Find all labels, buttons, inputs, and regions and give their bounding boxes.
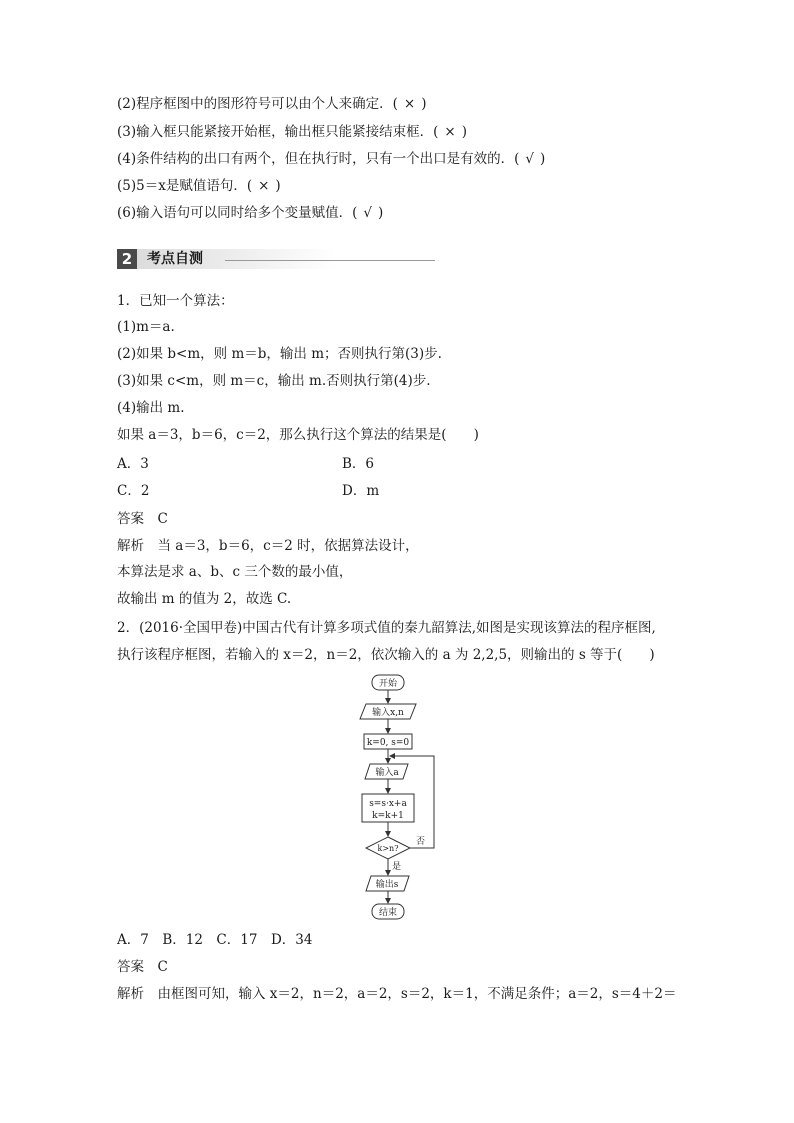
fc-output-label: 输出s: [375, 880, 399, 890]
q1-option-d: D．m: [342, 483, 380, 499]
judgment-text: (3)输入框只能紧接开始框，输出框只能紧接结束框．(: [117, 124, 439, 140]
judgment-text: (4)条件结构的出口有两个，但在执行时，只有一个出口是有效的．(: [117, 151, 520, 167]
fc-no-label: 否: [416, 837, 426, 847]
judgment-item-5: [117, 177, 281, 195]
fc-end-label: 结束: [378, 908, 398, 918]
section-title: 考点自测: [147, 251, 203, 267]
q2-stem-1: 2．(2016·全国甲卷)中国古代有计算多项式值的秦九韶算法,如图是实现该算法的程序框图,: [117, 620, 656, 636]
q2-stem-2: 执行该程序框图，若输入的 x＝2，n＝2，依次输入的 a 为 2,2,5，则输出的 s 等于( ): [117, 647, 655, 663]
q2-options: A．7 B．12 C．17 D．34: [117, 932, 313, 948]
q1-option-c: C．2: [117, 483, 150, 499]
q1-step-3: (3)如果 c<m，则 m＝c，输出 m.否则执行第(4)步.: [117, 373, 431, 389]
fc-input-xn-label: 输入x,n: [372, 708, 404, 718]
judgment-text: (5)5＝x是赋值语句．(: [117, 178, 253, 194]
q1-step-4: (4)输出 m.: [117, 400, 185, 416]
fc-yes-label: 是: [392, 862, 402, 872]
judgment-text: (2)程序框图中的图形符号可以由个人来确定．(: [117, 96, 398, 112]
section-rule: [225, 260, 435, 261]
judgment-item-3: [117, 123, 467, 141]
q2-analysis: 解析 由框图可知，输入 x＝2，n＝2，a＝2，s＝2，k＝1，不满足条件；a＝2，s＝4＋2＝: [117, 986, 677, 1002]
paren-close: ): [461, 124, 467, 140]
check-mark-icon: √: [525, 151, 534, 167]
cross-mark-icon: ×: [444, 124, 456, 140]
q1-step-2: (2)如果 b<m，则 m＝b，输出 m；否则执行第(3)步.: [117, 346, 442, 362]
q1-step-1: (1)m＝a.: [117, 319, 175, 335]
fc-calc-label-1: s=s·x+a: [369, 799, 407, 809]
cross-mark-icon: ×: [258, 178, 270, 194]
judgment-text: (6)输入语句可以同时给多个变量赋值．(: [117, 205, 358, 221]
q1-option-b: B．6: [342, 456, 375, 472]
q1-analysis-1: 解析 当 a＝3，b＝6，c＝2 时，依据算法设计，: [117, 538, 419, 554]
q1-analysis-2: 本算法是求 a、b、c 三个数的最小值，: [117, 564, 353, 580]
paren-close: ): [378, 205, 384, 221]
q2-answer: 答案 C: [117, 959, 168, 975]
paren-close: ): [275, 178, 281, 194]
fc-calc-label-2: k=k+1: [372, 811, 404, 821]
q1-answer: 答案 C: [117, 511, 168, 527]
q1-option-a: A．3: [117, 456, 149, 472]
fc-input-a-label: 输入a: [375, 768, 399, 778]
section-number: 2: [117, 249, 137, 269]
fc-init-label: k=0, s=0: [366, 738, 410, 748]
paren-close: ): [540, 151, 546, 167]
q1-analysis-3: 故输出 m 的值为 2，故选 C.: [117, 591, 292, 607]
check-mark-icon: √: [363, 205, 372, 221]
fc-start-label: 开始: [378, 679, 398, 689]
fc-decision-label: k>n?: [377, 844, 399, 853]
judgment-item-2: [117, 95, 426, 113]
section-header: [117, 248, 435, 270]
q1-question: 如果 a＝3，b＝6，c＝2，那么执行这个算法的结果是( ): [117, 427, 479, 443]
flowchart: [350, 672, 450, 922]
q1-stem: 1．已知一个算法：: [117, 293, 234, 309]
judgment-item-6: [117, 204, 383, 222]
paren-close: ): [421, 96, 427, 112]
judgment-item-4: [117, 150, 545, 168]
cross-mark-icon: ×: [403, 96, 416, 112]
